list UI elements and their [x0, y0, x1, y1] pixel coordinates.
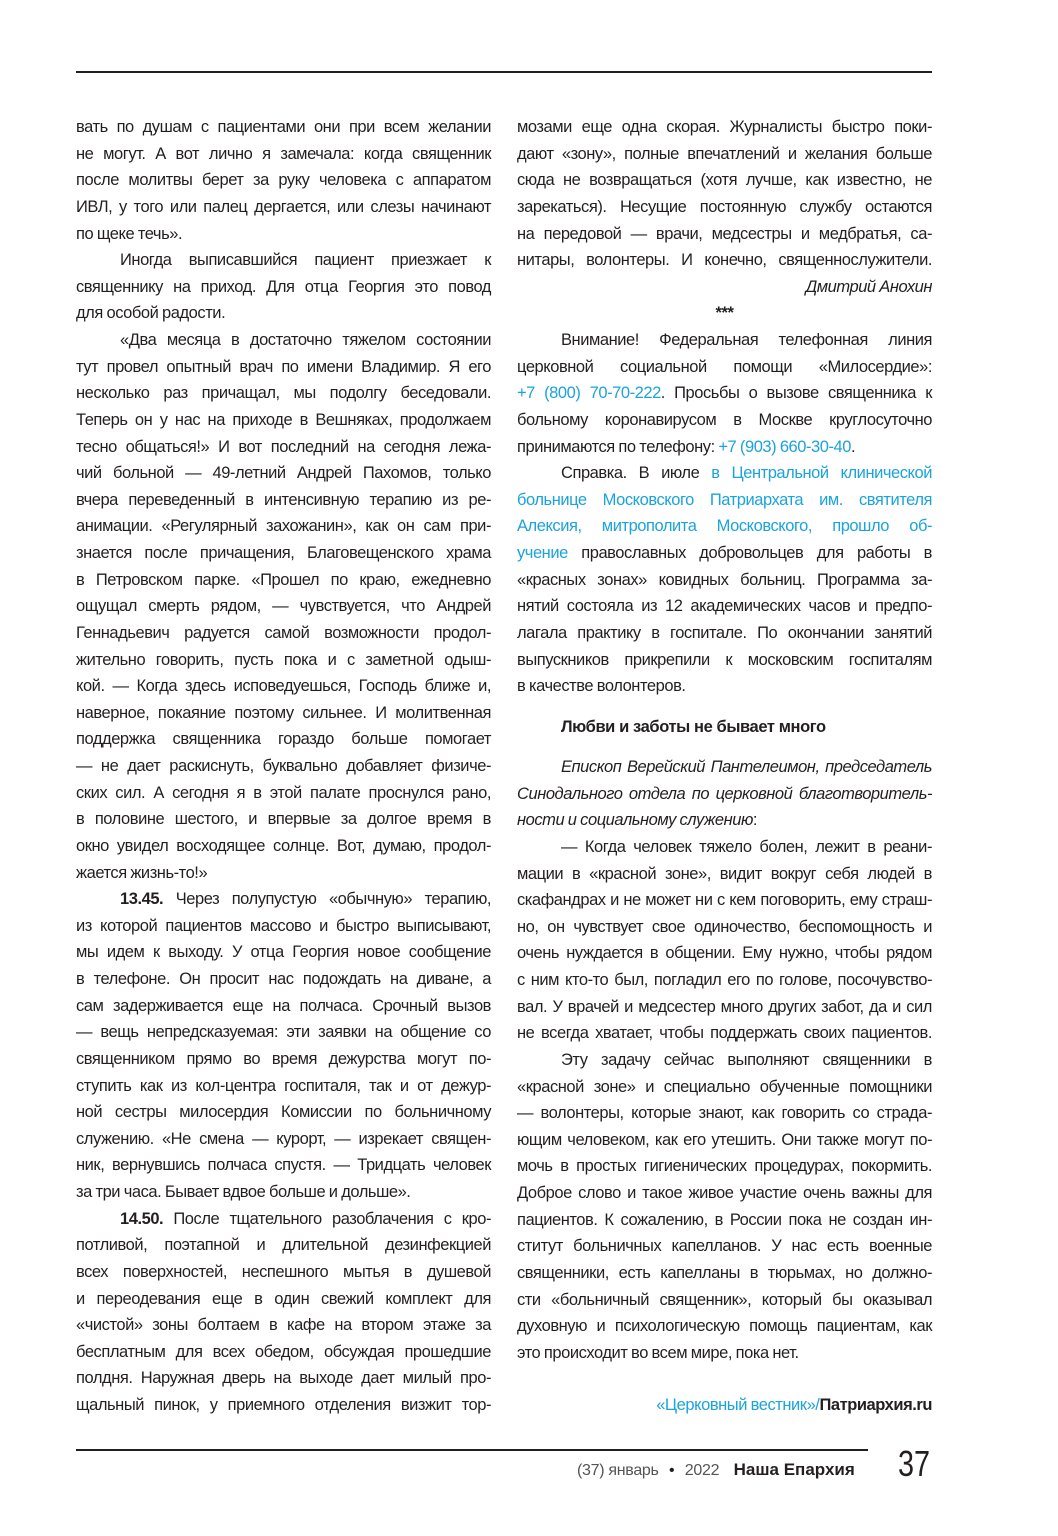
text-segment: из которой пациентов массово и быстро выписывают,	[76, 916, 491, 935]
footer-bullet: •	[669, 1462, 675, 1479]
left-column	[76, 114, 491, 1419]
text-segment: нитары, волонтеры. И конечно, священнослужители.	[517, 251, 932, 270]
text-line	[76, 1179, 491, 1206]
text-line	[517, 861, 932, 888]
text-line	[517, 593, 932, 620]
footer-year: 2022	[684, 1462, 720, 1479]
text-line	[76, 1365, 491, 1392]
text-line	[517, 1047, 932, 1074]
text-line	[517, 247, 932, 274]
text-segment: православных добровольцев для работы в	[567, 544, 932, 562]
text-line	[517, 1180, 932, 1207]
text-line	[76, 167, 491, 194]
right-column-bottom	[517, 754, 932, 1366]
text-segment: :	[752, 811, 758, 830]
text-segment: после молитвы берет за руку человека с аппаратом	[76, 171, 491, 190]
text-segment: Синодального отдела по церковной благотворитель-	[517, 784, 932, 803]
text-segment: несколько раз причащал, мы подолгу беседовали.	[76, 384, 491, 403]
text-line	[517, 887, 932, 914]
text-segment: Патриархия.ru	[819, 1396, 932, 1414]
text-line	[76, 1046, 491, 1073]
text-line	[76, 274, 491, 301]
text-segment: ности и социальному служению	[517, 811, 753, 830]
text-line	[76, 141, 491, 168]
text-segment: зарекаться). Несущие постоянную службу остаются	[517, 197, 932, 216]
text-segment: Внимание! Федеральная телефонная линия	[561, 331, 932, 349]
text-line	[517, 940, 932, 967]
text-line	[76, 1126, 491, 1153]
highlighted-text: в Центральной клинической	[711, 464, 933, 483]
text-line	[517, 1153, 932, 1180]
text-line	[517, 513, 932, 540]
text-line	[76, 1073, 491, 1100]
top-rule	[76, 71, 932, 73]
text-segment: — вещь непредсказуемая: эти заявки на общение со	[76, 1023, 491, 1042]
text-segment: в телефоне. Он просит нас подождать на диване, а	[76, 970, 491, 988]
text-segment: ощущал смерть рядом, — чувствуется, что Андрей	[76, 597, 491, 616]
text-line	[76, 1206, 491, 1233]
text-line	[517, 754, 932, 781]
text-segment: всех поверхностей, неспешного мытья в душевой	[76, 1262, 491, 1281]
text-segment: Эту задачу сейчас выполняют священники в	[561, 1050, 932, 1069]
text-line	[76, 1339, 491, 1366]
text-line	[517, 354, 932, 381]
text-segment: — волонтеры, которые знают, как говорить со страда-	[517, 1104, 932, 1123]
text-segment: служению. «Не смена — курорт, — изрекает священ-	[76, 1129, 491, 1148]
page-number: 37	[898, 1443, 931, 1484]
text-segment: выпускников прикрепили к московским госпиталям	[517, 650, 932, 669]
text-line	[517, 834, 932, 861]
text-segment: в качестве волонтеров.	[517, 677, 686, 696]
text-segment: мочь в простых гигиенических процедурах, покормить.	[517, 1157, 932, 1176]
text-line	[76, 221, 491, 248]
text-line	[76, 407, 491, 434]
text-segment: . Просьбы о вызове священника к	[660, 384, 932, 403]
text-segment: сюда не возвращаться (хотя лучше, как известно, не	[517, 171, 932, 190]
text-segment: 13.45.	[120, 890, 164, 909]
text-line	[517, 380, 932, 407]
highlighted-text: +7 (800) 70-70-222	[517, 384, 661, 403]
text-segment: больному коронавирусом в Москве круглосуточно	[517, 410, 932, 429]
text-segment: ***	[715, 304, 734, 323]
text-line	[517, 114, 932, 141]
bottom-rule	[76, 1449, 868, 1451]
text-line	[76, 753, 491, 780]
text-segment: наверное, покаяние поэтому сильнее. И молитвенная	[76, 703, 491, 722]
text-segment: «чистой» зоны болтаем в кафе на втором этаже за	[76, 1316, 491, 1335]
text-segment: поддержка священника гораздо больше помогает	[76, 730, 491, 749]
text-line	[76, 647, 491, 674]
text-line	[517, 540, 932, 567]
text-line	[517, 1074, 932, 1101]
text-line	[517, 781, 932, 808]
text-segment: чий больной — 49-летний Андрей Пахомов, только	[76, 464, 491, 483]
text-segment: но, он чувствует свое одиночество, беспомощность и	[517, 917, 932, 936]
text-line	[517, 487, 932, 514]
footer-issue: (37) январь	[577, 1462, 659, 1479]
text-line	[76, 567, 491, 594]
source-credit	[517, 1392, 932, 1419]
text-segment: После тщательного разоблачения с кро-	[163, 1209, 491, 1228]
text-line	[76, 673, 491, 700]
text-segment: щальный пинок, у приемного отделения визжит тор-	[76, 1396, 491, 1414]
text-line	[76, 1392, 491, 1419]
text-line	[517, 1260, 932, 1287]
text-line	[76, 354, 491, 381]
text-line	[76, 593, 491, 620]
text-line	[76, 700, 491, 727]
text-line	[517, 647, 932, 674]
text-segment: по щеке течь».	[76, 224, 183, 243]
text-segment: 14.50.	[120, 1209, 164, 1228]
text-line	[517, 434, 932, 461]
text-line	[517, 914, 932, 941]
text-line	[517, 1233, 932, 1260]
text-line	[517, 1287, 932, 1314]
text-segment: окно увидел восходящее солнце. Вот, думаю, продол-	[76, 836, 491, 855]
highlighted-text: больнице Московского Патриархата им. святителя	[517, 490, 932, 509]
text-line	[517, 1127, 932, 1154]
text-line	[76, 1259, 491, 1286]
text-line	[517, 1340, 932, 1367]
text-segment: — Когда человек тяжело болен, лежит в реани-	[561, 837, 932, 856]
text-segment: потливой, поэтапной и длительной дезинфекцией	[76, 1236, 491, 1255]
text-line	[76, 194, 491, 221]
text-segment: полдня. Наружная дверь на выходе дает милый про-	[76, 1369, 491, 1388]
text-segment: Через полупустую «обычную» терапию,	[163, 890, 491, 909]
text-segment: лагала практику в госпитале. По окончании занятий	[517, 623, 932, 642]
text-segment: вал. У врачей и медсестер много других забот, да и сил	[517, 997, 932, 1016]
text-line	[76, 1286, 491, 1313]
text-line	[517, 167, 932, 194]
text-segment: знается после причащения, Благовещенского храма	[76, 544, 491, 562]
highlighted-text: «Церковный вестник»/	[656, 1396, 820, 1414]
section-heading: Любви и заботы не бывает много	[561, 718, 826, 736]
footer	[577, 1460, 855, 1480]
text-segment: жается жизнь-то!»	[76, 863, 208, 882]
text-line	[517, 300, 932, 327]
text-segment: кой. — Когда здесь исповедуешься, Господь ближе и,	[76, 677, 491, 696]
text-segment: Геннадьевич радуется самой возможности продол-	[76, 623, 491, 642]
text-line	[76, 380, 491, 407]
text-segment: духовную и психологическую помощь пациентам, как	[517, 1317, 932, 1336]
text-line	[76, 1019, 491, 1046]
text-line	[76, 780, 491, 807]
text-segment: тесно общаться!» И вот последний на сегодня лежа-	[76, 437, 491, 456]
text-segment: не могут. А вот лично я замечала: когда священник	[76, 144, 491, 163]
text-line	[517, 1392, 932, 1419]
right-column-top	[517, 114, 932, 700]
text-line	[76, 540, 491, 567]
text-segment: .	[851, 437, 856, 456]
text-segment: ник, вернувшись полчаса спустя. — Тридцать человек	[76, 1156, 491, 1175]
text-segment: принимаются по телефону:	[517, 437, 719, 456]
text-segment: в Петровском парке. «Прошел по краю, ежедневно	[76, 570, 491, 589]
text-segment: дают «зону», полные впечатлений и желания больше	[517, 144, 932, 163]
text-line	[517, 567, 932, 594]
text-segment: ной сестры милосердия Комиссии по больничному	[76, 1103, 491, 1122]
text-line	[517, 1100, 932, 1127]
text-line	[76, 434, 491, 461]
text-line	[517, 967, 932, 994]
text-segment: тут провел опытный врач по имени Владимир. Я его	[76, 357, 491, 376]
text-line	[76, 833, 491, 860]
text-segment: ступить как из кол-центра госпиталя, так и от дежур-	[76, 1076, 491, 1095]
text-segment: Доброе слово и такое живое участие очень важны для	[517, 1184, 932, 1202]
text-line	[517, 620, 932, 647]
text-segment: анимации. «Регулярный захожанин», как он сам при-	[76, 517, 491, 536]
text-segment: священником прямо во время дежурства могут по-	[76, 1049, 491, 1068]
text-line	[517, 460, 932, 487]
text-segment: пациентов. К сожалению, в России пока не создан ин-	[517, 1210, 932, 1229]
text-segment: «красных зонах» ковидных больниц. Программа за-	[517, 570, 932, 589]
text-line	[517, 327, 932, 354]
magazine-name: Наша Епархия	[733, 1460, 855, 1479]
text-line	[517, 1207, 932, 1234]
text-segment: не всегда хватает, чтобы поддержать своих пациентов.	[517, 1024, 932, 1043]
text-segment: Епископ Верейский Пантелеимон, председатель	[561, 758, 932, 776]
text-line	[517, 1020, 932, 1047]
text-segment: бесплатным для всех обедом, обсуждая прошедшие	[76, 1342, 491, 1361]
text-segment: священники, есть капелланы в тюрьмах, но должно-	[517, 1263, 932, 1282]
text-line	[76, 993, 491, 1020]
text-line	[517, 194, 932, 221]
text-segment: — не дает раскиснуть, буквально добавляет физиче-	[76, 757, 491, 775]
text-line	[76, 1099, 491, 1126]
text-segment: на передовой — врачи, медсестры и медбратья, са-	[517, 224, 932, 243]
text-segment: «Два месяца в достаточно тяжелом состоянии	[120, 331, 491, 349]
text-line	[76, 939, 491, 966]
text-line	[76, 460, 491, 487]
text-line	[76, 1152, 491, 1179]
text-line	[76, 1312, 491, 1339]
text-line	[76, 114, 491, 141]
text-segment: вать по душам с пациентами они при всем желании	[76, 118, 491, 136]
text-segment: вчера переведенный в интенсивную терапию из ре-	[76, 490, 491, 509]
text-segment: мации в «красной зоне», видит вокруг себя людей в	[517, 864, 932, 883]
text-segment: ских сил. А сегодня я в этой палате проснулся рано,	[76, 783, 491, 802]
text-line	[76, 806, 491, 833]
text-segment: и переодевания еще в один свежий комплект для	[76, 1289, 491, 1308]
text-line	[517, 407, 932, 434]
text-line	[76, 860, 491, 887]
text-line	[517, 141, 932, 168]
text-segment: «красной зоне» и специально обученные помощники	[517, 1077, 932, 1096]
text-line	[76, 487, 491, 514]
text-segment: нятий состояла из 12 академических часов и предпо-	[517, 597, 932, 616]
text-segment: ющим человеком, как его утешить. Они также могут по-	[517, 1130, 932, 1149]
highlighted-text: Алексия, митрополита Московского, прошло об-	[517, 517, 932, 536]
text-segment: в половине шестого, и впервые за долгое время в	[76, 810, 491, 829]
text-segment: ститут больничных капелланов. У нас есть военные	[517, 1237, 932, 1256]
text-line	[76, 247, 491, 274]
text-segment: Иногда выписавшийся пациент приезжает к	[120, 251, 491, 270]
text-segment: Теперь он у нас на приходе в Вешняках, продолжаем	[76, 410, 491, 429]
text-segment: очень нуждается в общении. Ему нужно, чтобы рядом	[517, 944, 932, 963]
text-line	[517, 994, 932, 1021]
text-line	[76, 913, 491, 940]
text-line	[76, 966, 491, 993]
text-segment: церковной социальной помощи «Милосердие»:	[517, 357, 932, 376]
text-line	[517, 673, 932, 700]
text-line	[517, 1313, 932, 1340]
highlighted-text: +7 (903) 660-30-40	[718, 437, 851, 456]
text-line	[76, 620, 491, 647]
text-segment: с ним кто-то был, погладил его по голове, посочувство-	[517, 971, 932, 989]
text-segment: это происходит во всем мире, пока нет.	[517, 1343, 799, 1362]
text-segment: священнику на приход. Для отца Георгия это повод	[76, 277, 491, 296]
text-line	[76, 886, 491, 913]
text-line	[76, 513, 491, 540]
text-line	[517, 221, 932, 248]
text-segment: Дмитрий Анохин	[805, 277, 932, 296]
text-segment: жительно говорить, пусть пока и с заметной одыш-	[76, 650, 491, 669]
text-line	[76, 327, 491, 354]
text-line	[76, 726, 491, 753]
text-line	[517, 274, 932, 301]
text-line	[76, 300, 491, 327]
text-segment: скафандрах и не может ни с кем поговорить, ему страш-	[517, 891, 932, 910]
highlighted-text: учение	[517, 544, 568, 562]
text-segment: сти «больничный священник», который бы оказывал	[517, 1290, 932, 1309]
text-segment: за три часа. Бывает вдвое больше и дольше».	[76, 1183, 411, 1201]
text-segment: ИВЛ, у того или палец дергается, или слезы начинают	[76, 197, 491, 216]
text-segment: сам задерживается еще на полчаса. Срочный вызов	[76, 996, 491, 1015]
text-segment: мы идем к выходу. У отца Георгия новое сообщение	[76, 943, 491, 962]
text-line	[76, 1232, 491, 1259]
text-line	[517, 807, 932, 834]
text-segment: для особой радости.	[76, 304, 226, 323]
text-segment: мозами еще одна скорая. Журналисты быстро поки-	[517, 118, 932, 136]
text-segment: Справка. В июле	[561, 464, 712, 483]
